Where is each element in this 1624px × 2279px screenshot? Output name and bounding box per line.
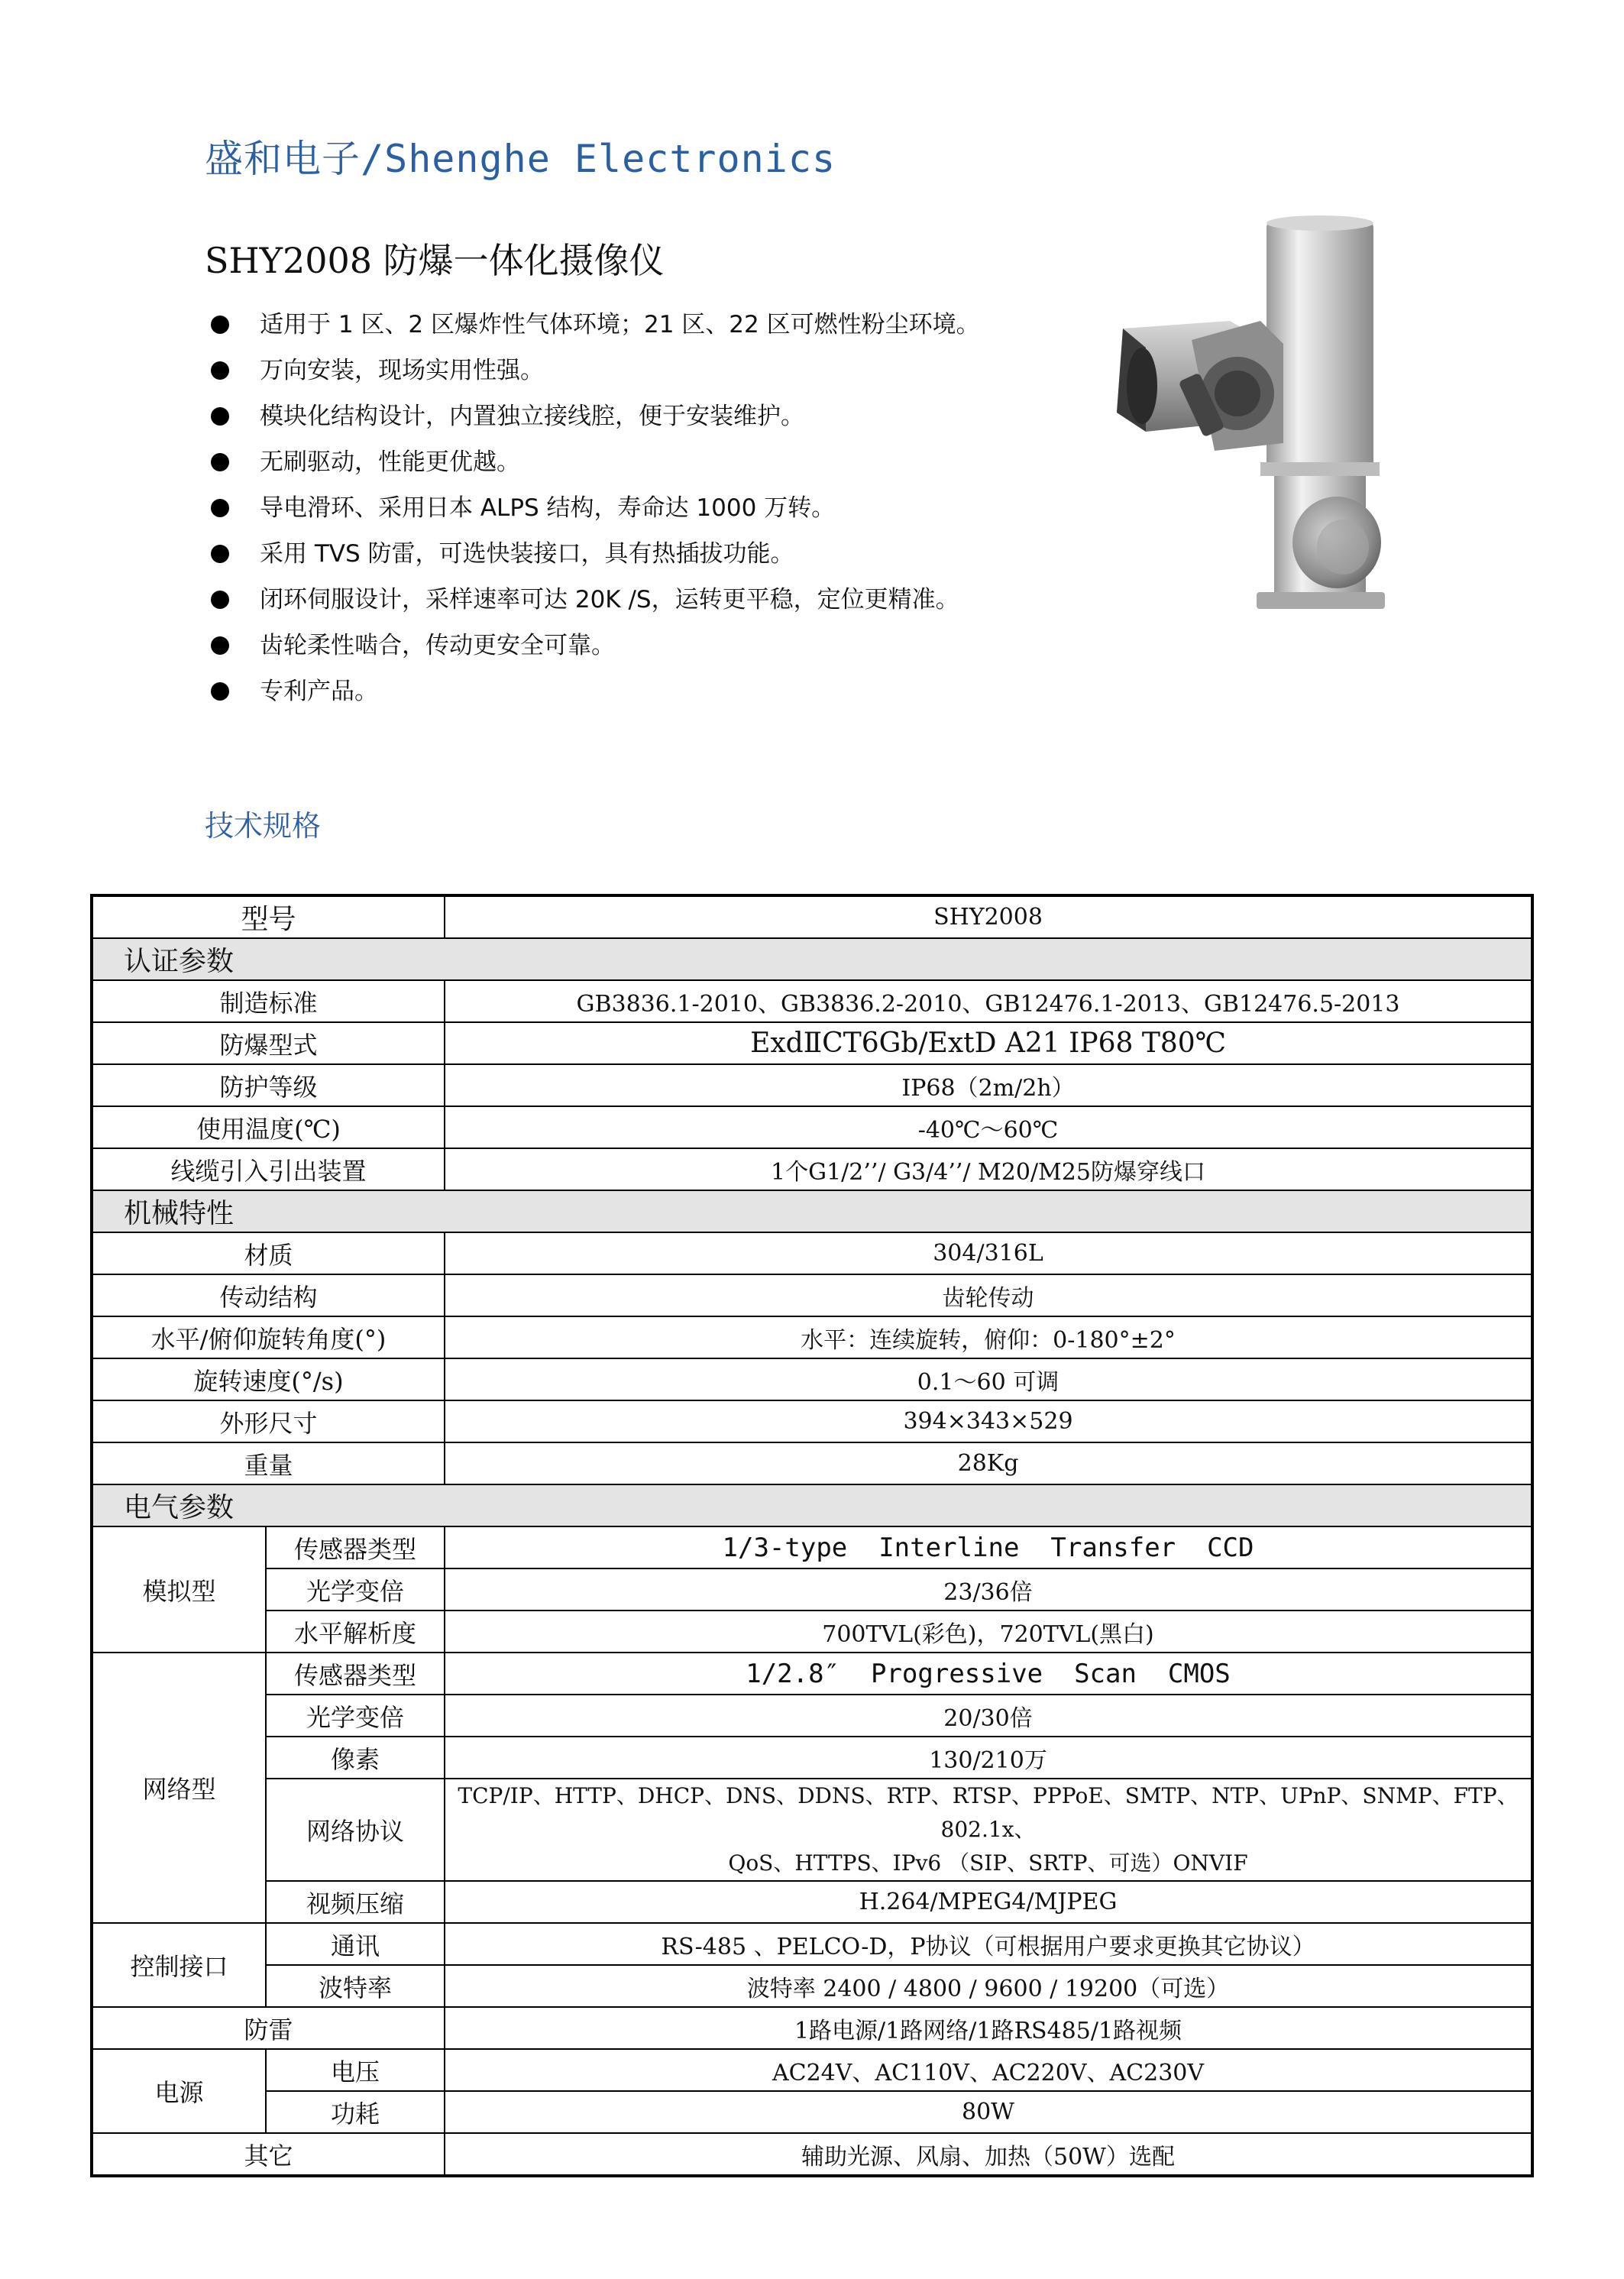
table-row — [92, 1695, 1532, 1737]
table-row — [92, 1274, 1532, 1316]
table-row — [92, 1779, 1532, 1881]
model-value: SHY2008 — [445, 895, 1532, 938]
table-row — [92, 1568, 1532, 1611]
row-label: 视频压缩 — [266, 1881, 445, 1923]
table-row — [92, 1316, 1532, 1358]
row-value: 水平：连续旋转，俯仰：0-180°±2° — [445, 1316, 1532, 1358]
table-row — [92, 1106, 1532, 1148]
feature-item — [205, 485, 1083, 531]
table-row — [92, 1923, 1532, 1965]
row-label: 通讯 — [266, 1923, 445, 1965]
bullet-icon — [211, 636, 229, 655]
row-label: 光学变倍 — [266, 1568, 445, 1611]
row-value: 20/30倍 — [445, 1695, 1532, 1737]
feature-text: 采用 TVS 防雷，可选快装接口，具有热插拔功能。 — [260, 540, 794, 568]
feature-item — [205, 302, 1083, 348]
row-value: 1/3-type Interline Transfer CCD — [445, 1526, 1532, 1568]
row-label: 防爆型式 — [92, 1022, 445, 1064]
row-value: 齿轮传动 — [445, 1274, 1532, 1316]
bullet-icon — [211, 682, 229, 701]
row-value: 辅助光源、风扇、加热（50W）选配 — [445, 2133, 1532, 2176]
feature-text: 专利产品。 — [260, 678, 378, 705]
row-label: 使用温度(℃) — [92, 1106, 445, 1148]
feature-text: 无刷驱动，性能更优越。 — [260, 448, 520, 476]
table-row — [92, 1442, 1532, 1484]
section-heading-elec: 电气参数 — [92, 1484, 1532, 1526]
row-label: 其它 — [92, 2133, 445, 2176]
section-row — [92, 1190, 1532, 1232]
feature-text: 导电滑环、采用日本 ALPS 结构，寿命达 1000 万转。 — [260, 494, 836, 522]
row-value: 0.1～60 可调 — [445, 1358, 1532, 1400]
row-value: RS-485 、PELCO-D，P协议（可根据用户要求更换其它协议） — [445, 1923, 1532, 1965]
group-label-network: 网络型 — [92, 1653, 266, 1923]
bullet-icon — [211, 499, 229, 517]
table-row — [92, 1148, 1532, 1190]
group-label-control: 控制接口 — [92, 1923, 266, 2007]
row-label: 功耗 — [266, 2091, 445, 2133]
row-value — [445, 1779, 1532, 1881]
protocol-line-1: TCP/IP、HTTP、DHCP、DNS、DDNS、RTP、RTSP、PPPoE、SMTP、NTP、UPnP、SNMP、FTP、802.1x、 — [458, 1783, 1519, 1842]
table-row — [92, 2049, 1532, 2091]
table-row — [92, 1653, 1532, 1695]
section-title: 技术规格 — [205, 809, 322, 843]
row-label: 外形尺寸 — [92, 1400, 445, 1442]
row-label: 电压 — [266, 2049, 445, 2091]
feature-item — [205, 623, 1083, 668]
row-label: 传动结构 — [92, 1274, 445, 1316]
spec-table — [90, 894, 1534, 2177]
feature-text: 闭环伺服设计，采样速率可达 20K /S，运转更平稳，定位更精准。 — [260, 586, 959, 613]
table-row — [92, 895, 1532, 938]
row-label: 水平解析度 — [266, 1611, 445, 1653]
row-value: 130/210万 — [445, 1737, 1532, 1779]
table-row — [92, 2133, 1532, 2176]
section-row — [92, 938, 1532, 980]
table-row — [92, 1881, 1532, 1923]
feature-text: 适用于 1 区、2 区爆炸性气体环境；21 区、22 区可燃性粉尘环境。 — [260, 311, 980, 338]
row-label: 网络协议 — [266, 1779, 445, 1881]
row-value: H.264/MPEG4/MJPEG — [445, 1881, 1532, 1923]
feature-list — [205, 302, 1083, 714]
feature-item — [205, 439, 1083, 485]
row-value: 28Kg — [445, 1442, 1532, 1484]
row-label: 波特率 — [266, 1965, 445, 2007]
row-label: 传感器类型 — [266, 1653, 445, 1695]
table-row — [92, 2007, 1532, 2049]
table-row — [92, 980, 1532, 1022]
feature-text: 齿轮柔性啮合，传动更安全可靠。 — [260, 632, 615, 659]
row-value: GB3836.1-2010、GB3836.2-2010、GB12476.1-2013、GB12476.5-2013 — [445, 980, 1532, 1022]
row-value: AC24V、AC110V、AC220V、AC230V — [445, 2049, 1532, 2091]
table-row — [92, 2091, 1532, 2133]
section-row — [92, 1484, 1532, 1526]
bullet-icon — [211, 545, 229, 563]
row-value: 700TVL(彩色)，720TVL(黑白) — [445, 1611, 1532, 1653]
row-value: 1/2.8″ Progressive Scan CMOS — [445, 1653, 1532, 1695]
section-heading-mech: 机械特性 — [92, 1190, 1532, 1232]
row-label: 防护等级 — [92, 1064, 445, 1106]
row-value: 80W — [445, 2091, 1532, 2133]
table-row — [92, 1358, 1532, 1400]
product-title: SHY2008 防爆一体化摄像仪 — [205, 240, 665, 281]
row-value: 304/316L — [445, 1232, 1532, 1274]
table-row — [92, 1965, 1532, 2007]
row-value: 1路电源/1路网络/1路RS485/1路视频 — [445, 2007, 1532, 2049]
row-value: 波特率 2400 / 4800 / 9600 / 19200（可选） — [445, 1965, 1532, 2007]
row-label: 旋转速度(°/s) — [92, 1358, 445, 1400]
bullet-icon — [211, 361, 229, 380]
group-label-power: 电源 — [92, 2049, 266, 2133]
group-label-analog: 模拟型 — [92, 1526, 266, 1653]
row-label: 光学变倍 — [266, 1695, 445, 1737]
row-label: 像素 — [266, 1737, 445, 1779]
row-value: ExdⅡCT6Gb/ExtD A21 IP68 T80℃ — [445, 1022, 1532, 1064]
feature-item — [205, 668, 1083, 714]
model-label: 型号 — [92, 895, 445, 938]
row-label: 防雷 — [92, 2007, 445, 2049]
row-value: 394×343×529 — [445, 1400, 1532, 1442]
row-label: 制造标准 — [92, 980, 445, 1022]
feature-text: 模块化结构设计，内置独立接线腔，便于安装维护。 — [260, 403, 804, 430]
row-label: 传感器类型 — [266, 1526, 445, 1568]
table-row — [92, 1737, 1532, 1779]
bullet-icon — [211, 407, 229, 426]
feature-item — [205, 531, 1083, 577]
table-row — [92, 1526, 1532, 1568]
camera-product-image — [1100, 214, 1390, 626]
row-value: IP68（2m/2h） — [445, 1064, 1532, 1106]
row-label: 水平/俯仰旋转角度(°) — [92, 1316, 445, 1358]
brand-title: 盛和电子/Shenghe Electronics — [205, 137, 836, 181]
row-value: 23/36倍 — [445, 1568, 1532, 1611]
table-row — [92, 1064, 1532, 1106]
section-heading-cert: 认证参数 — [92, 938, 1532, 980]
feature-item — [205, 348, 1083, 393]
bullet-icon — [211, 316, 229, 334]
table-row — [92, 1022, 1532, 1064]
protocol-line-2: QoS、HTTPS、IPv6 （SIP、SRTP、可选）ONVIF — [728, 1850, 1248, 1876]
table-row — [92, 1400, 1532, 1442]
row-label: 线缆引入引出装置 — [92, 1148, 445, 1190]
row-label: 重量 — [92, 1442, 445, 1484]
feature-text: 万向安装，现场实用性强。 — [260, 357, 544, 384]
row-value: -40℃～60℃ — [445, 1106, 1532, 1148]
feature-item — [205, 393, 1083, 439]
table-row — [92, 1232, 1532, 1274]
row-value: 1个G1/2’’/ G3/4’’/ M20/M25防爆穿线口 — [445, 1148, 1532, 1190]
feature-item — [205, 577, 1083, 623]
bullet-icon — [211, 591, 229, 609]
row-label: 材质 — [92, 1232, 445, 1274]
table-row — [92, 1611, 1532, 1653]
bullet-icon — [211, 453, 229, 471]
